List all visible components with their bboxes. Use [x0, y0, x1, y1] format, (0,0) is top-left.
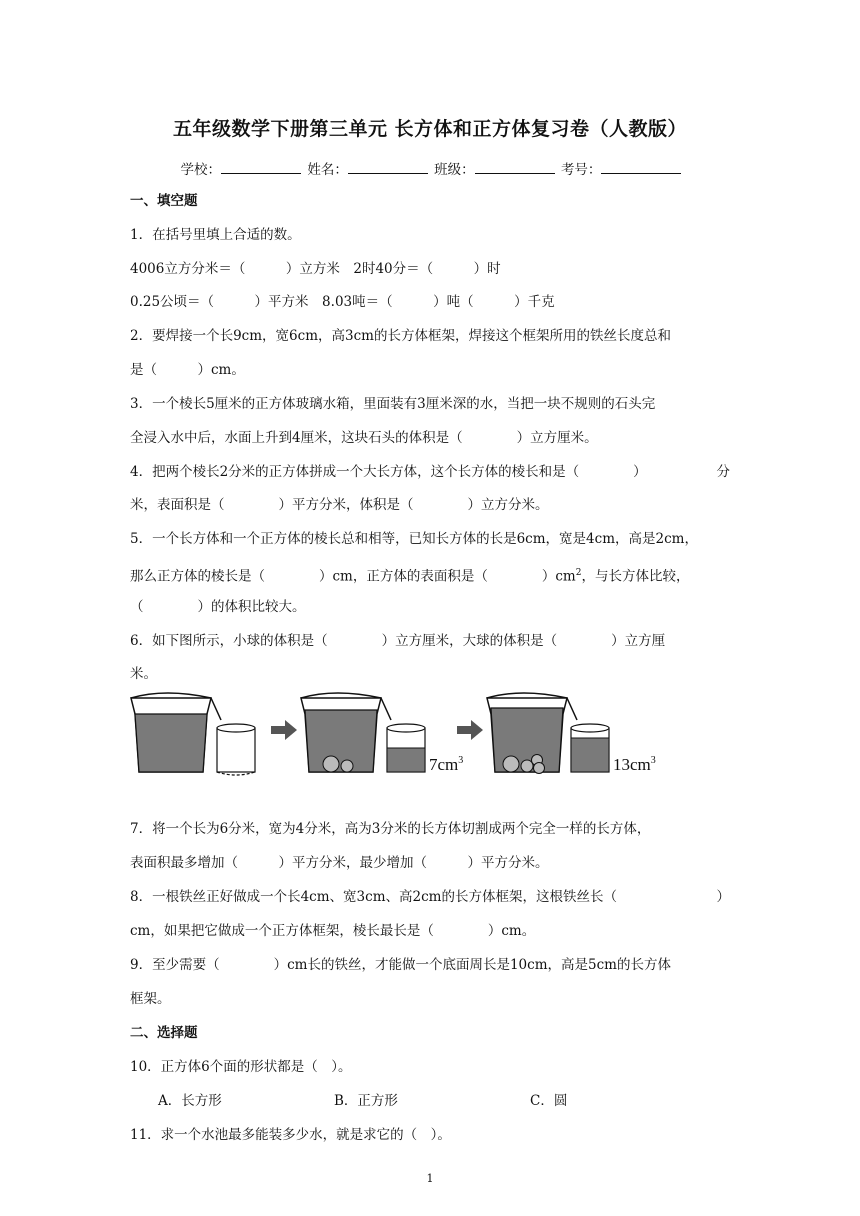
arrow-icon	[271, 720, 297, 740]
q2-line1: 2．要焊接一个长9cm，宽6cm，高3cm的长方体框架，焊接这个框架所用的铁丝长度总和	[130, 328, 671, 344]
q10-option-b[interactable]: B．正方形	[334, 1093, 398, 1109]
q9-line1: 9．至少需要（ ）cm长的铁丝，才能做一个底面周长是10cm，高是5cm的长方体	[130, 957, 671, 973]
q5-squared-sup: 2	[575, 568, 582, 578]
class-blank[interactable]	[475, 161, 555, 174]
stage3-volume-number: 13cm	[613, 755, 651, 774]
q8-line1-end: ）	[716, 889, 730, 905]
name-label: 姓名：	[307, 162, 348, 178]
q6-ball-volume-figure	[125, 686, 665, 786]
q10-option-c[interactable]: C．圆	[530, 1093, 568, 1109]
stage2-volume-sup: 3	[458, 755, 464, 766]
q4-line1-text: 4．把两个棱长2分米的正方体拼成一个大长方体，这个长方体的棱长和是（ ）	[130, 464, 647, 480]
page-number: 1	[426, 1172, 434, 1185]
q3-line2: 全浸入水中后，水面上升到4厘米，这块石头的体积是（ ）立方厘米。	[130, 430, 598, 446]
stage3-bucket	[487, 693, 577, 774]
stage3-volume-sup: 3	[650, 755, 656, 766]
q10-option-a[interactable]: A．长方形	[158, 1093, 222, 1109]
stage1-bucket	[131, 693, 221, 772]
q2-line2: 是（ ）cm。	[130, 362, 245, 378]
q11-stem: 11．求一个水池最多能装多少水，就是求它的（ ）。	[130, 1127, 451, 1143]
stage1-cylinder	[217, 724, 255, 775]
q8-line1	[130, 888, 730, 906]
stage3-volume-label	[613, 755, 656, 774]
q1-line2: 0.25公顷＝（ ）平方米 8.03吨＝（ ）吨（ ）千克	[130, 294, 555, 310]
q5-line1: 5．一个长方体和一个正方体的棱长总和相等，已知长方体的长是6cm，宽是4cm，高是2cm，	[130, 531, 698, 547]
school-blank[interactable]	[221, 161, 301, 174]
section-choice-heading: 二、选择题	[130, 1025, 198, 1041]
name-blank[interactable]	[348, 161, 428, 174]
q8-line2: cm，如果把它做成一个正方体框架，棱长最长是（ ）cm。	[130, 923, 536, 939]
q5-line2-end: ，与长方体比较，	[581, 568, 690, 585]
q10-options	[158, 1092, 718, 1110]
q6-line1: 6．如下图所示，小球的体积是（ ）立方厘米，大球的体积是（ ）立方厘	[130, 633, 666, 649]
q7-line1: 7．将一个长为6分米，宽为4分米，高为3分米的长方体切割成两个完全一样的长方体，	[130, 821, 651, 837]
stage2-cylinder	[387, 724, 425, 772]
q3-line1: 3．一个棱长5厘米的正方体玻璃水箱，里面装有3厘米深的水，当把一块不规则的石头完	[130, 396, 656, 412]
q7-line2: 表面积最多增加（ ）平方分米，最少增加（ ）平方分米。	[130, 855, 549, 871]
q5-line2	[130, 564, 730, 586]
q4-line2: 米，表面积是（ ）平方分米，体积是（ ）立方分米。	[130, 497, 549, 513]
stage2-volume-label	[429, 755, 463, 774]
q10-stem: 10．正方体6个面的形状都是（ ）。	[130, 1059, 352, 1075]
stage2-volume-number: 7cm	[429, 755, 459, 774]
stage3-cylinder	[571, 724, 609, 772]
q8-line1-text: 8．一根铁丝正好做成一个长4cm、宽3cm、高2cm的长方体框架，这根铁丝长（	[130, 889, 671, 905]
number-blank[interactable]	[601, 161, 681, 174]
class-label: 班级：	[434, 162, 475, 178]
q4-line1	[130, 463, 730, 481]
q5-line2-text: 那么正方体的棱长是（ ）cm，正方体的表面积是（ ）cm	[130, 568, 576, 585]
section-fill-blank-heading: 一、填空题	[130, 193, 198, 209]
school-label: 学校：	[180, 162, 222, 178]
q4-line1-end: 分	[716, 464, 730, 480]
q6-line2: 米。	[130, 666, 157, 682]
q1-stem: 1．在括号里填上合适的数。	[130, 227, 301, 243]
number-label: 考号：	[560, 162, 602, 178]
student-info-line	[0, 158, 860, 178]
q5-line3: （ ）的体积比较大。	[130, 599, 306, 615]
page-title: 五年级数学下册第三单元 长方体和正方体复习卷（人教版）	[172, 118, 688, 140]
arrow-icon	[457, 720, 483, 740]
q9-line2: 框架。	[130, 991, 171, 1007]
q1-line1: 4006立方分米＝（ ）立方米 2时40分＝（ ）时	[130, 261, 501, 277]
stage2-bucket	[301, 693, 391, 772]
